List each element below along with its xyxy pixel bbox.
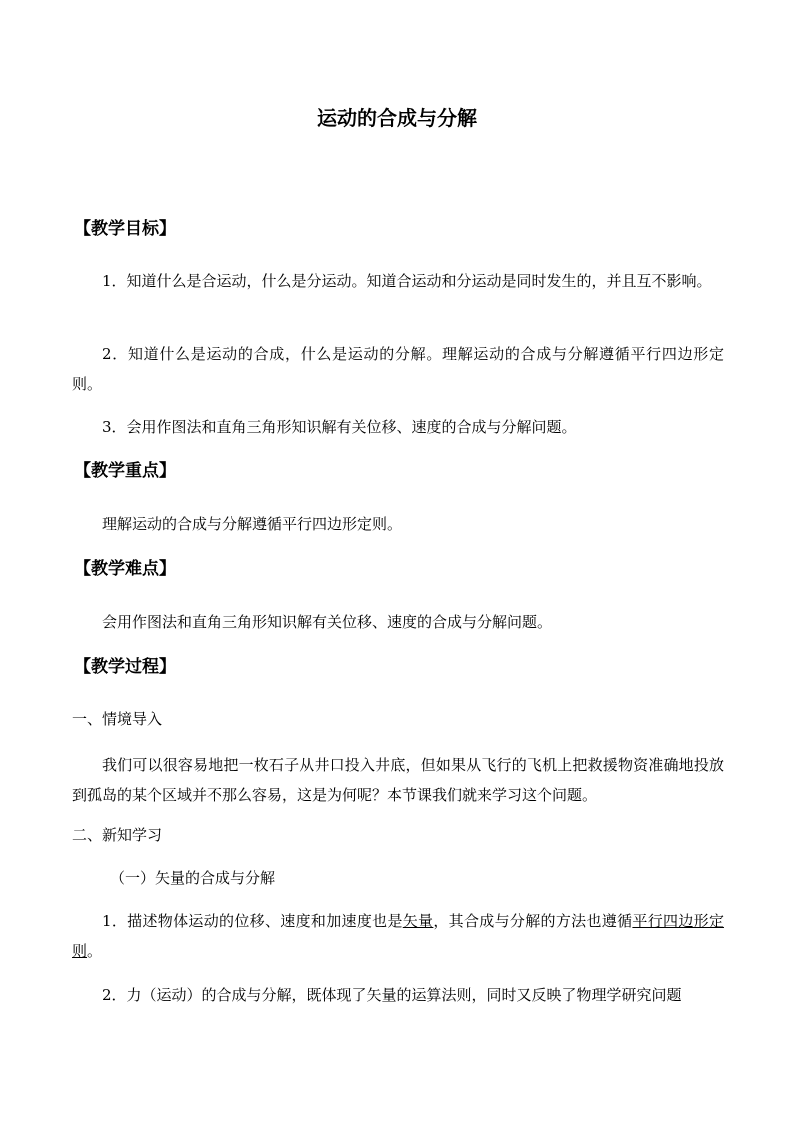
vector-term: 矢量: [402, 912, 434, 930]
new-item-1-text-a: 1．描述物体运动的位移、速度和加速度也是: [102, 912, 403, 930]
document-title: 运动的合成与分解: [317, 106, 477, 130]
difficulty-text: 会用作图法和直角三角形知识解有关位移、速度的合成与分解问题。: [102, 613, 553, 631]
vector-subheading: （一）矢量的合成与分解: [110, 869, 276, 887]
objective-item-3: 3．会用作图法和直角三角形知识解有关位移、速度的合成与分解问题。: [102, 418, 577, 436]
objective-item-2: 2．知道什么是运动的合成，什么是运动的分解。理解运动的合成与分解遵循平行四边形定则。: [72, 345, 724, 393]
new-knowledge-heading: 二、新知学习: [72, 826, 163, 844]
key-point-text: 理解运动的合成与分解遵循平行四边形定则。: [102, 515, 403, 533]
difficulty-heading: 【教学难点】: [74, 559, 176, 579]
process-heading: 【教学过程】: [74, 657, 176, 677]
new-item-1-text-c: 。: [87, 942, 103, 960]
new-item-1-text-b: ，其合成与分解的方法也遵循: [433, 912, 633, 930]
intro-text: 我们可以很容易地把一枚石子从井口投入井底，但如果从飞行的飞机上把救援物资准确地投放到孤岛的某个区域并不那么容易，这是为何呢？本节课我们就来学习这个问题。: [72, 756, 724, 804]
objectives-heading: 【教学目标】: [74, 219, 176, 239]
key-point-heading: 【教学重点】: [74, 461, 176, 481]
intro-heading: 一、情境导入: [72, 710, 163, 728]
new-item-1: [72, 906, 724, 966]
objective-item-1: 1．知道什么是合运动，什么是分运动。知道合运动和分运动是同时发生的，并且互不影响。: [102, 272, 712, 290]
parallelogram-rule-term: 平行四边形定则: [72, 912, 724, 960]
new-item-2: 2．力（运动）的合成与分解，既体现了矢量的运算法则，同时又反映了物理学研究问题: [102, 986, 682, 1004]
